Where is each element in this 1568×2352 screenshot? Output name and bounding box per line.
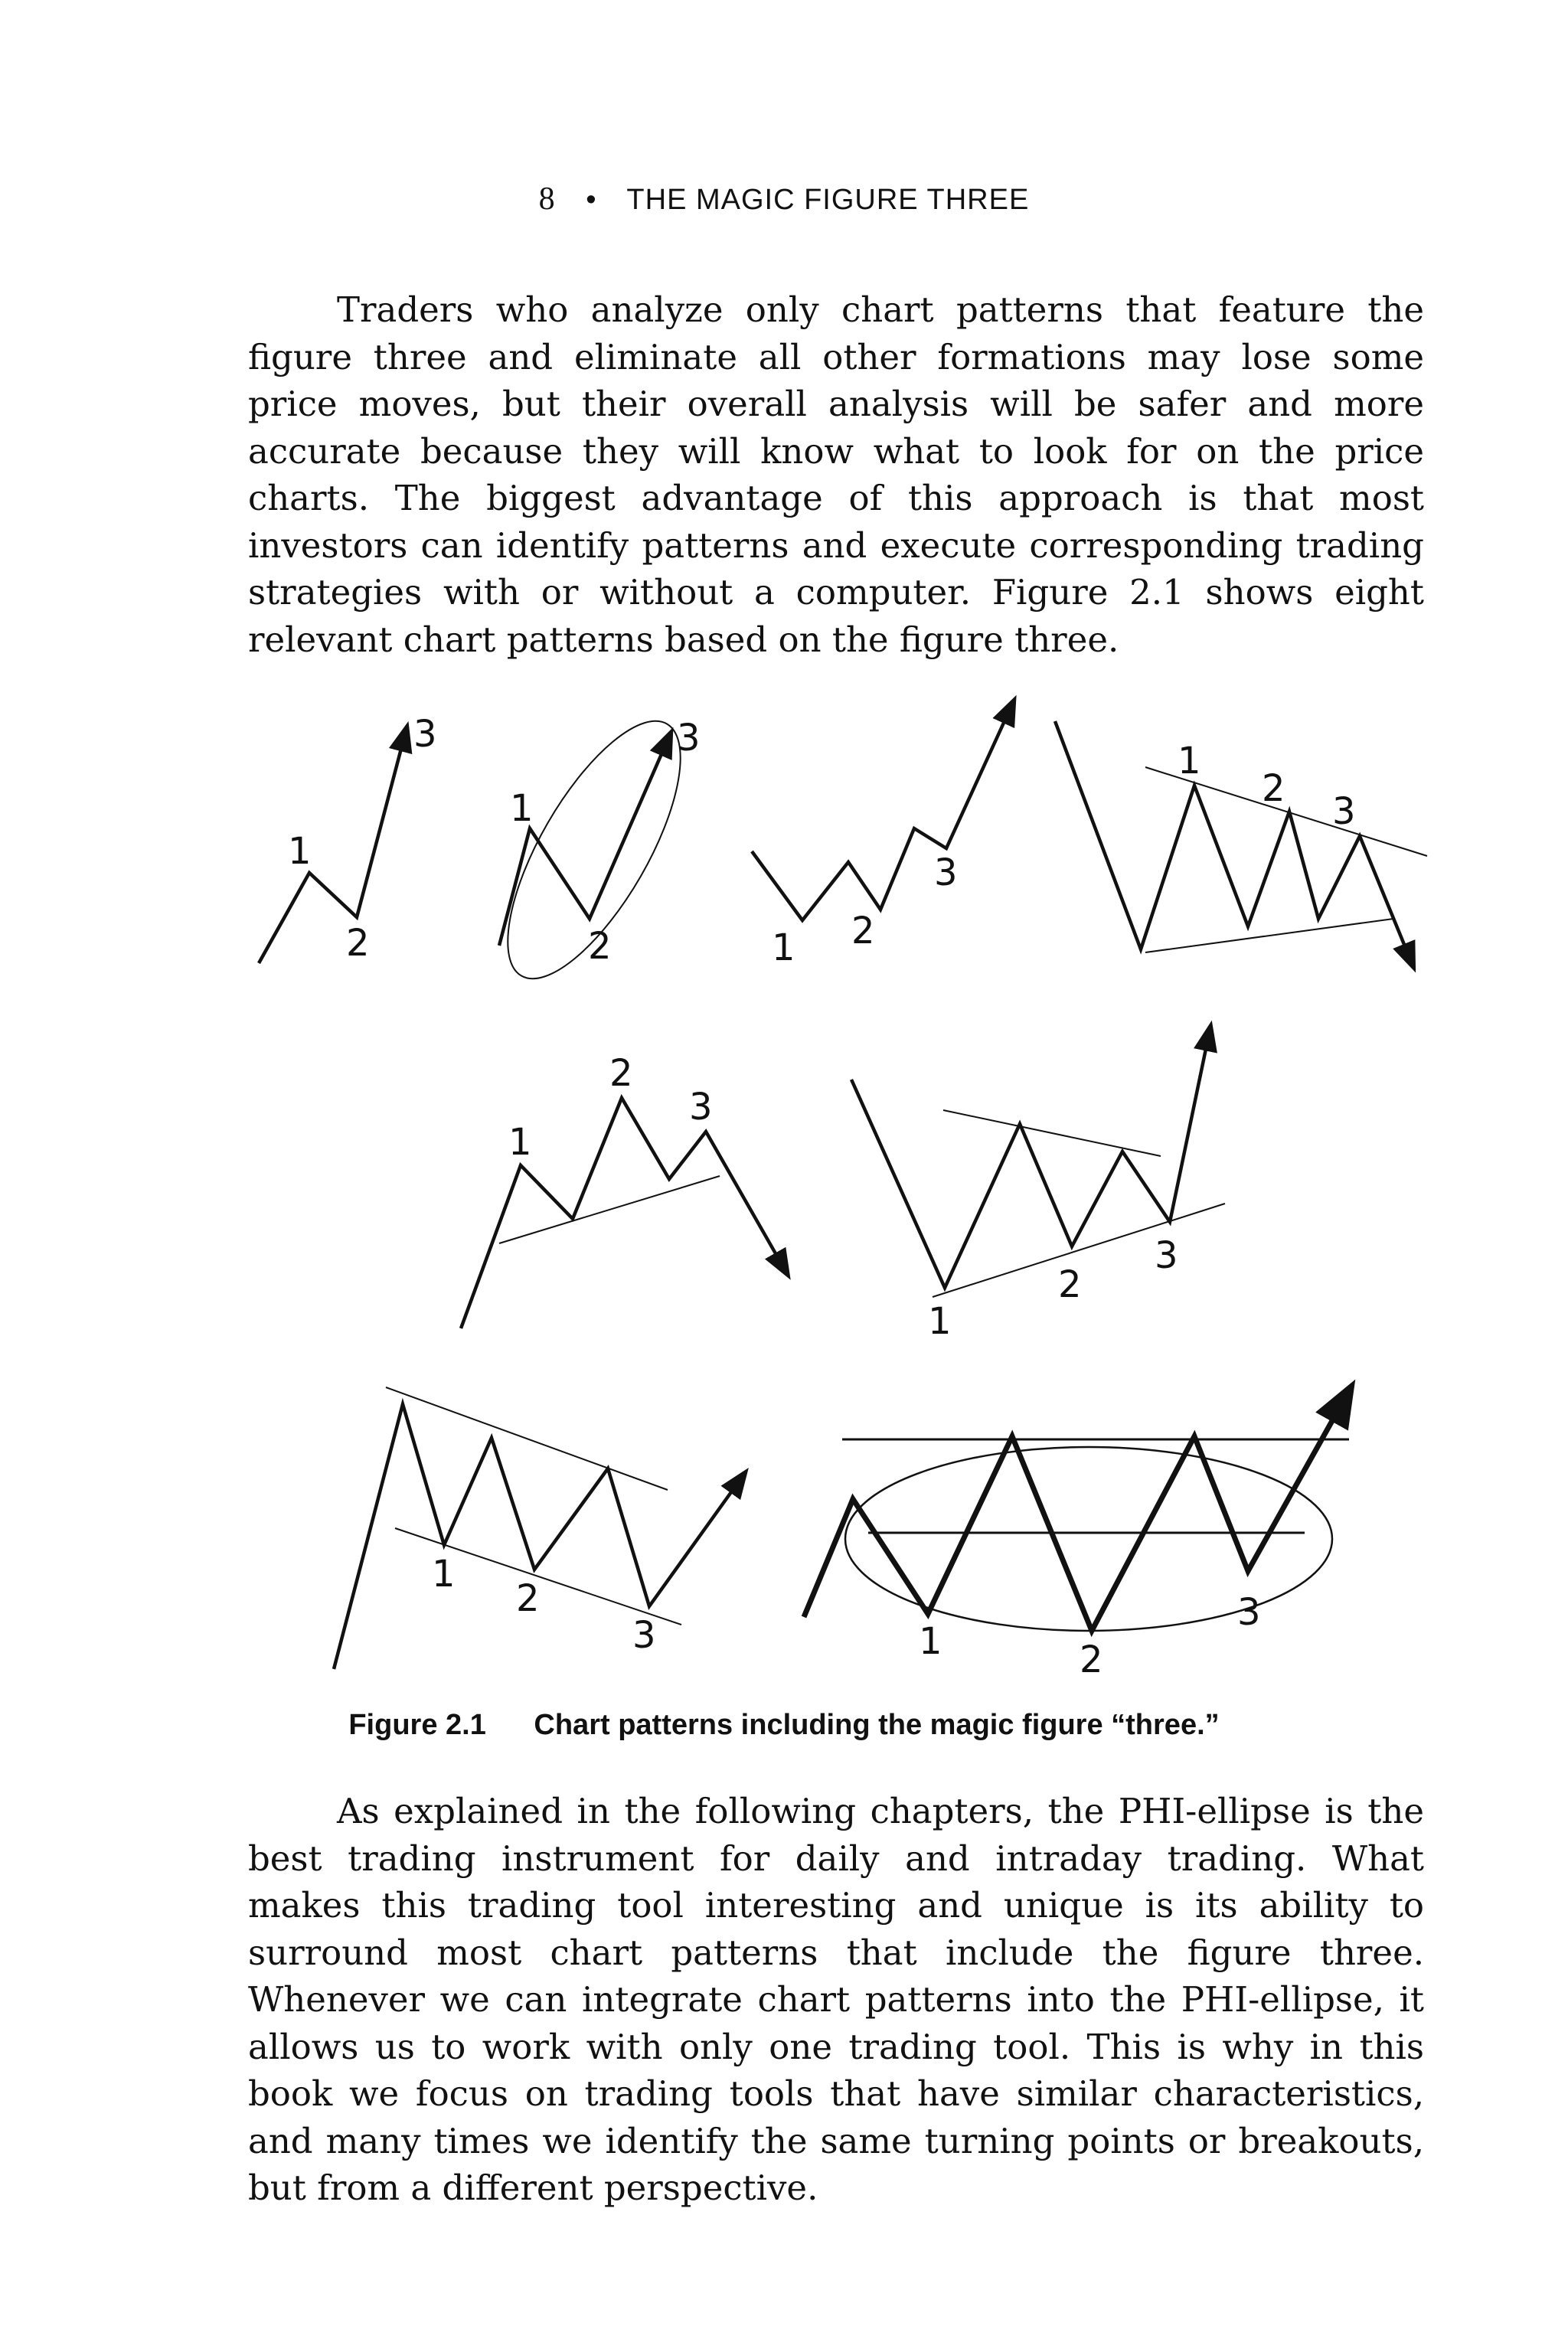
label-1: 1: [510, 787, 534, 830]
label-2: 2: [516, 1577, 540, 1620]
label-2: 2: [609, 1052, 633, 1095]
label-1: 1: [772, 926, 795, 969]
label-1: 1: [919, 1620, 942, 1663]
label-3: 3: [1237, 1591, 1261, 1634]
label-3: 3: [1155, 1234, 1178, 1277]
figure-caption-label: Figure 2.1: [348, 1709, 486, 1741]
pattern-descending-triangle: [1055, 721, 1427, 963]
paragraph-intro: Traders who analyze only chart patterns that feature the figure three and eliminate all other formations may lose some price moves, but their overall analysis will be safer and more accurate because they will know what to look for on the price charts. The biggest advantage of this approach is that most investors can identify patterns and execute corresponding trading strategies with or without a computer. Figure 2.1 shows eight relevant chart patterns based on the figure three.: [248, 289, 1424, 660]
figure-caption-text: Chart patterns including the magic figure “three.”: [534, 1709, 1220, 1741]
chapter-title: THE MAGIC FIGURE THREE: [626, 184, 1030, 216]
label-2: 2: [1262, 767, 1285, 810]
figure-caption: [0, 1709, 1568, 1742]
label-2: 2: [851, 910, 875, 952]
label-3: 3: [677, 717, 701, 760]
label-3: 3: [689, 1086, 713, 1129]
label-1: 1: [432, 1553, 456, 1596]
label-3: 3: [632, 1614, 656, 1657]
label-1: 1: [288, 830, 312, 873]
label-1: 1: [1178, 740, 1201, 782]
label-3: 3: [413, 713, 437, 756]
page-number: 8: [538, 181, 556, 217]
pattern-zigzag-breakout: [752, 704, 1012, 920]
label-2: 2: [1058, 1263, 1082, 1306]
pattern-phi-ellipse: [804, 1393, 1349, 1631]
label-1: 1: [928, 1300, 952, 1343]
label-2: 2: [1080, 1638, 1103, 1681]
label-1: 1: [508, 1121, 532, 1164]
pattern-123-up: [259, 731, 406, 963]
label-3: 3: [1332, 790, 1356, 833]
pattern-channel-breakout: [334, 1387, 743, 1669]
label-2: 2: [346, 922, 370, 965]
paragraph-phi-ellipse: As explained in the following chapters, the PHI-ellipse is the best trading instrument for daily and intraday trading. What makes this trading tool interesting and unique is its ability to surround most chart patterns that include the figure three. Whenever we can integrate chart patterns into the PHI-ellipse, it allows us to work with only one trading tool. This is why in this book we focus on trading tools that have similar characteristics, and many times we identify the same turning points or breakouts, but from a different perspective.: [248, 1791, 1424, 2208]
label-3: 3: [934, 851, 958, 894]
label-2: 2: [588, 925, 612, 968]
bullet-separator: •: [586, 184, 597, 216]
